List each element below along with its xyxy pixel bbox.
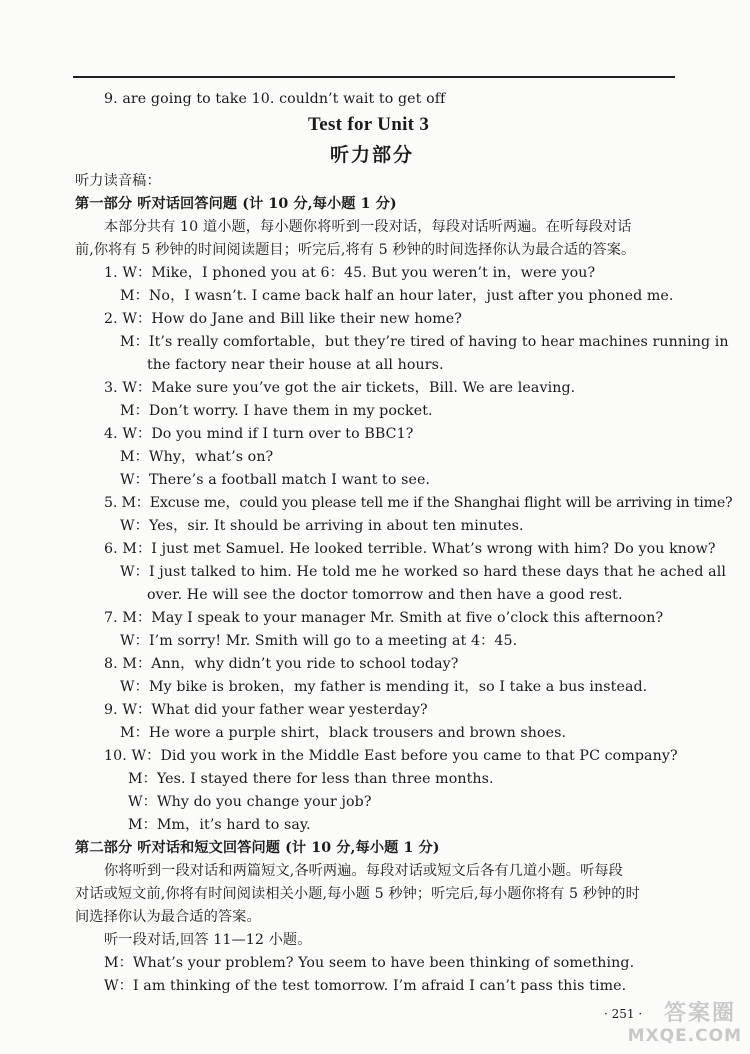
watermark-text: 答案圈 [663, 1001, 736, 1026]
dialogue-line: 3. W：Make sure you’ve got the air tickets，Bill. We are leaving. [104, 380, 576, 396]
dialogue-line: M：No，I wasn’t. I came back half an hour later，just after you phoned me. [120, 288, 674, 304]
dialogue-line: W：Yes，sir. It should be arriving in about ten minutes. [120, 518, 524, 534]
dialogue-line: 2. W：How do Jane and Bill like their new home? [104, 311, 463, 327]
part1-intro: 前,你将有 5 秒钟的时间阅读题目；听完后,将有 5 秒钟的时间选择你认为最合适的答案。 [75, 242, 636, 258]
page-number: · 251 · [604, 1007, 643, 1021]
previous-answers: 9. are going to take 10. couldn’t wait to get off [104, 91, 446, 107]
dialogue-line: 10. W：Did you work in the Middle East before you came to that PC company? [104, 748, 678, 764]
dialogue-line: over. He will see the doctor tomorrow and then have a good rest. [147, 587, 623, 603]
dialogue-line: M：Mm，it’s hard to say. [128, 817, 311, 833]
part2-intro: 间选择你认为最合适的答案。 [75, 909, 261, 925]
top-rule [73, 76, 675, 78]
dialogue-line: M：Don’t worry. I have them in my pocket. [120, 403, 433, 419]
part1-heading: 第一部分 听对话回答问题 (计 10 分,每小题 1 分) [75, 196, 397, 212]
part2-heading: 第二部分 听对话和短文回答问题 (计 10 分,每小题 1 分) [75, 840, 440, 856]
dialogue-line: W：Why do you change your job? [128, 794, 372, 810]
dialogue-line: M：He wore a purple shirt，black trousers and brown shoes. [120, 725, 567, 741]
dialogue-line: W：I am thinking of the test tomorrow. I’m afraid I can’t pass this time. [104, 978, 627, 994]
dialogue-line: the factory near their house at all hours. [147, 357, 444, 373]
dialogue-line: W：My bike is broken，my father is mending it，so I take a bus instead. [120, 679, 648, 695]
dialogue-line: W：I’m sorry! Mr. Smith will go to a meeting at 4：45. [120, 633, 518, 649]
dialogue-line: M：Why，what’s on? [120, 449, 274, 465]
part2-instruction: 听一段对话,回答 11—12 小题。 [104, 932, 312, 948]
part1-intro: 本部分共有 10 道小题，每小题你将听到一段对话，每段对话听两遍。在听每段对话 [104, 219, 632, 235]
dialogue-line: W：I just talked to him. He told me he worked so hard these days that he ached all [120, 564, 726, 580]
part2-intro: 对话或短文前,你将有时间阅读相关小题,每小题 5 秒钟；听完后,每小题你将有 5 秒钟的时 [75, 886, 640, 902]
dialogue-line: M：Yes. I stayed there for less than three months. [128, 771, 494, 787]
watermark-url: MXQE.COM [627, 1026, 742, 1046]
page-title: Test for Unit 3 [308, 114, 430, 135]
dialogue-line: 5. M：Excuse me，could you please tell me if the Shanghai flight will be arriving in time? [104, 495, 733, 511]
section-title: 听力部分 [330, 144, 415, 166]
dialogue-line: M：What’s your problem? You seem to have been thinking of something. [104, 955, 635, 971]
part2-intro: 你将听到一段对话和两篇短文,各听两遍。每段对话或短文后各有几道小题。听每段 [104, 863, 623, 879]
dialogue-line: W：There’s a football match I want to see. [120, 472, 431, 488]
watermark-logo [612, 994, 742, 1046]
script-heading: 听力读音稿： [75, 173, 161, 189]
dialogue-line: 7. M：May I speak to your manager Mr. Smith at five o’clock this afternoon? [104, 610, 664, 626]
dialogue-line: 9. W：What did your father wear yesterday? [104, 702, 428, 718]
dialogue-line: M：It’s really comfortable，but they’re tired of having to hear machines running in [120, 334, 729, 350]
dialogue-line: 8. M：Ann，why didn’t you ride to school today? [104, 656, 459, 672]
dialogue-line: 1. W：Mike，I phoned you at 6：45. But you weren’t in，were you? [104, 265, 596, 281]
dialogue-line: 6. M：I just met Samuel. He looked terrible. What’s wrong with him? Do you know? [104, 541, 716, 557]
dialogue-line: 4. W：Do you mind if I turn over to BBC1? [104, 426, 414, 442]
